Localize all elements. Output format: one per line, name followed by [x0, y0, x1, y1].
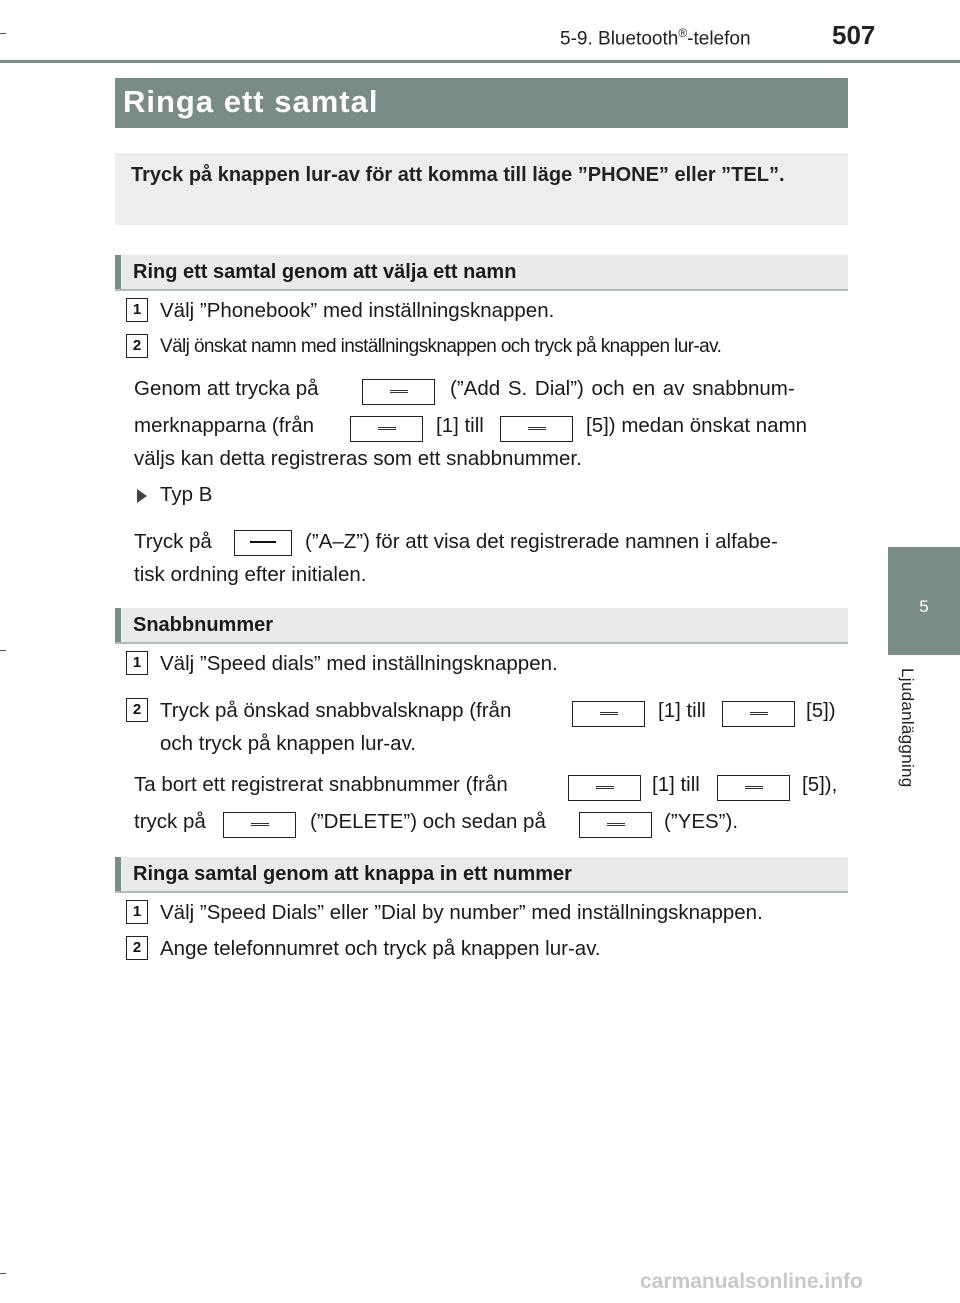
step-number: 1	[126, 651, 148, 675]
note-text: väljs kan detta registreras som ett snabbnummer.	[134, 447, 582, 470]
note-text: [5]) medan önskat namn	[586, 414, 808, 437]
type-label: Typ B	[160, 483, 213, 506]
watermark: carmanualsonline.info	[640, 1270, 863, 1293]
step-text: och tryck på knappen lur-av.	[160, 732, 416, 755]
page-number: 507	[832, 20, 876, 50]
note-text: tryck på	[134, 810, 206, 833]
delete-button-icon	[223, 812, 296, 838]
section-heading-speed-dials	[115, 608, 848, 644]
note-text: [5]),	[802, 773, 838, 796]
note-text: tisk ordning efter initialen.	[134, 563, 367, 586]
step-number: 2	[126, 334, 148, 358]
chapter-tab	[888, 547, 960, 655]
note-text: Genom att trycka på	[134, 377, 319, 400]
intro-box	[115, 153, 848, 225]
step-number: 1	[126, 900, 148, 924]
page-title: Ringa ett samtal	[123, 84, 379, 119]
header-rule	[0, 60, 960, 63]
step-text: Tryck på önskad snabbvalsknapp (från	[160, 699, 512, 722]
note-text: Tryck på	[134, 530, 212, 553]
speed-dial-1-button-icon	[350, 416, 423, 442]
note-text: merknapparna (från	[134, 414, 315, 437]
crop-mark	[0, 1273, 6, 1274]
crop-mark	[0, 33, 6, 34]
header-section-suffix: -telefon	[687, 28, 751, 50]
note-text: (”DELETE”) och sedan på	[310, 810, 546, 833]
step-text: Välj ”Speed Dials” eller ”Dial by number” med inställningsknappen.	[160, 901, 763, 924]
yes-button-icon	[579, 812, 652, 838]
a-z-button-icon	[234, 530, 292, 556]
section-title: Ringa samtal genom att knappa in ett nummer	[133, 863, 572, 885]
header-section-prefix: 5-9. Bluetooth	[560, 28, 679, 50]
step-text: [1] till	[658, 699, 706, 722]
speed-dial-5-button-icon	[500, 416, 573, 442]
registered-mark: ®	[678, 26, 688, 40]
title-bar	[115, 78, 848, 128]
step-number: 2	[126, 936, 148, 960]
section-heading-name-call	[115, 255, 848, 291]
speed-dial-5-button-icon	[722, 701, 795, 727]
running-header	[560, 26, 751, 50]
note-text: [1] till	[436, 414, 484, 437]
speed-dial-1-button-icon	[572, 701, 645, 727]
section-title: Ring ett samtal genom att välja ett namn	[133, 261, 517, 283]
chapter-number: 5	[919, 597, 929, 616]
note-text: (”A–Z”) för att visa det registrerade namnen i alfabe-	[305, 530, 778, 553]
step-text: Ange telefonnumret och tryck på knappen lur-av.	[160, 937, 601, 960]
note-text: [1] till	[652, 773, 700, 796]
section-heading-dial-number	[115, 857, 848, 893]
triangle-bullet-icon	[137, 489, 147, 503]
chapter-label: Ljudanläggning	[898, 668, 917, 788]
speed-dial-5-button-icon	[717, 775, 790, 801]
crop-mark	[0, 650, 6, 651]
note-text: Ta bort ett registrerat snabbnummer (från	[134, 773, 508, 796]
speed-dial-1-button-icon	[568, 775, 641, 801]
note-text: (”YES”).	[664, 810, 739, 833]
note-text: (”Add S. Dial”) och en av snabbnum-	[450, 377, 795, 400]
section-title: Snabbnummer	[133, 614, 274, 636]
step-number: 1	[126, 298, 148, 322]
step-text: [5])	[806, 699, 836, 722]
intro-text: Tryck på knappen lur-av för att komma till läge ”PHONE” eller ”TEL”.	[131, 164, 785, 186]
step-text: Välj önskat namn med inställningsknappen och tryck på knappen lur-av.	[160, 336, 722, 357]
add-speed-dial-button-icon	[362, 379, 435, 405]
step-text: Välj ”Phonebook” med inställningsknappen.	[160, 299, 555, 322]
step-number: 2	[126, 698, 148, 722]
step-text: Välj ”Speed dials” med inställningsknappen.	[160, 652, 558, 675]
